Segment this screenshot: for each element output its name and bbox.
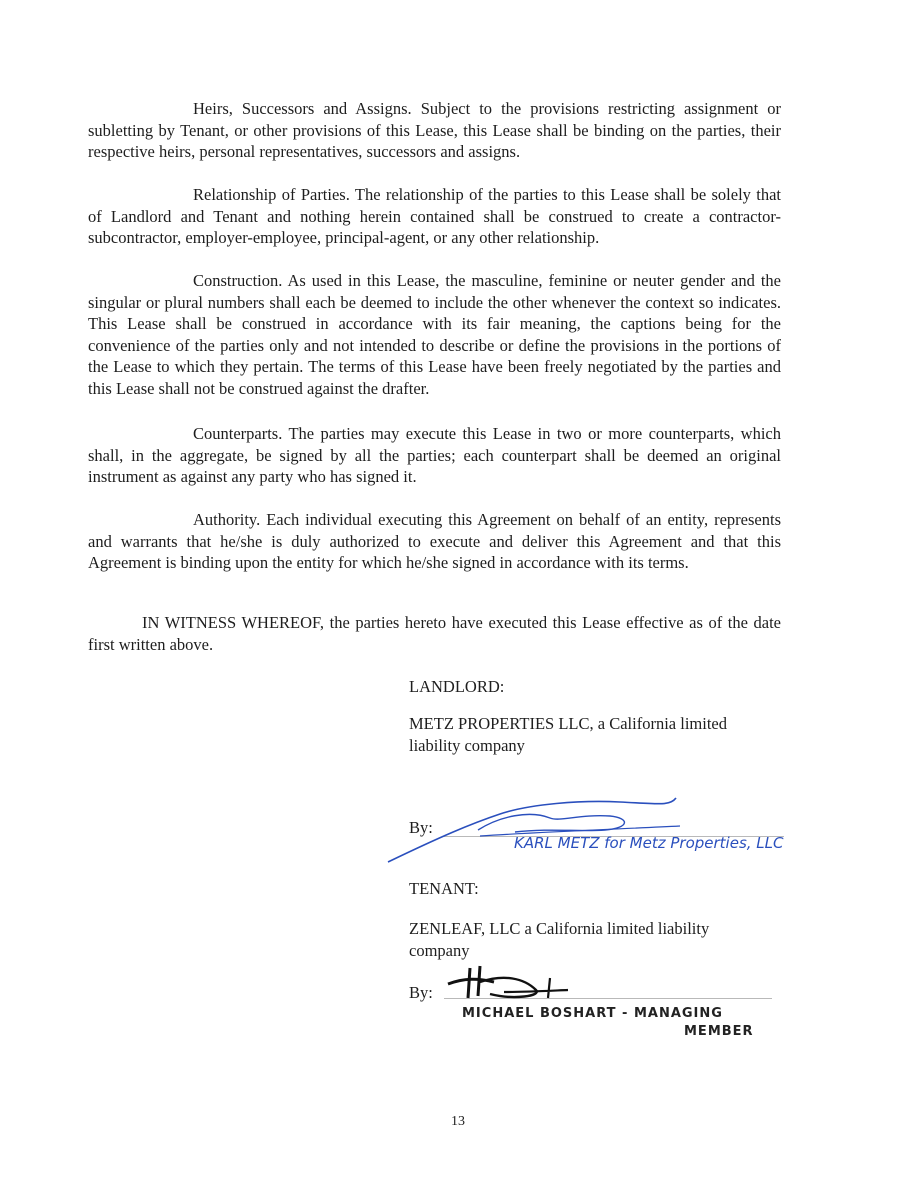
clause-relationship-of-parties: Relationship of Parties. The relationship of the parties to this Lease shall be solely that of Landlord and Tenant and nothing herein contained shall be construed to create a contractor-subcontractor, employer-employee, principal-agent, or any other relationship. <box>88 185 781 247</box>
clause-construction: Construction. As used in this Lease, the masculine, feminine or neuter gender and the singular or plural numbers shall each be deemed to include the other whenever the context so indicates. This Lease shall be construed in accordance with its fair meaning, the captions being for the convenience of the parties only and not intended to describe or define the provisions in the portions of the Lease to which they pertain. The terms of this Lease have been freely negotiated by the parties and this Lease shall not be construed against the drafter. <box>88 271 781 398</box>
landlord-signer-note: KARL METZ for Metz Properties, LLC <box>514 834 784 852</box>
tenant-signature-drawing <box>444 964 584 1004</box>
tenant-signer-title: MEMBER <box>684 1024 754 1039</box>
landlord-heading: LANDLORD: <box>409 677 505 696</box>
page-number: 13 <box>451 1114 465 1129</box>
landlord-entity: METZ PROPERTIES LLC, a California limited liability company <box>409 714 727 755</box>
clause-heirs-successors: Heirs, Successors and Assigns. Subject to the provisions restricting assignment or subletting by Tenant, or other provisions of this Lease, this Lease shall be binding on the parties, their respective heirs, personal representatives, successors and assigns. <box>88 99 781 161</box>
landlord-by-label: By: <box>409 818 433 837</box>
landlord-signature-drawing <box>380 792 800 872</box>
clause-counterparts: Counterparts. The parties may execute this Lease in two or more counterparts, which shall, in the aggregate, be signed by all the parties; each counterpart shall be deemed an original instrument as against any party who has signed it. <box>88 424 781 486</box>
clause-authority: Authority. Each individual executing this Agreement on behalf of an entity, represents and warrants that he/she is duly authorized to execute and deliver this Agreement and that this Agreement is binding upon the entity for which he/she signed in accordance with its terms. <box>88 510 781 572</box>
tenant-by-label: By: <box>409 983 433 1002</box>
tenant-heading: TENANT: <box>409 879 479 898</box>
tenant-signer-name: MICHAEL BOSHART - MANAGING <box>462 1006 723 1021</box>
witness-clause: IN WITNESS WHEREOF, the parties hereto have executed this Lease effective as of the date first written above. <box>88 613 781 654</box>
tenant-entity: ZENLEAF, LLC a California limited liability company <box>409 919 710 960</box>
